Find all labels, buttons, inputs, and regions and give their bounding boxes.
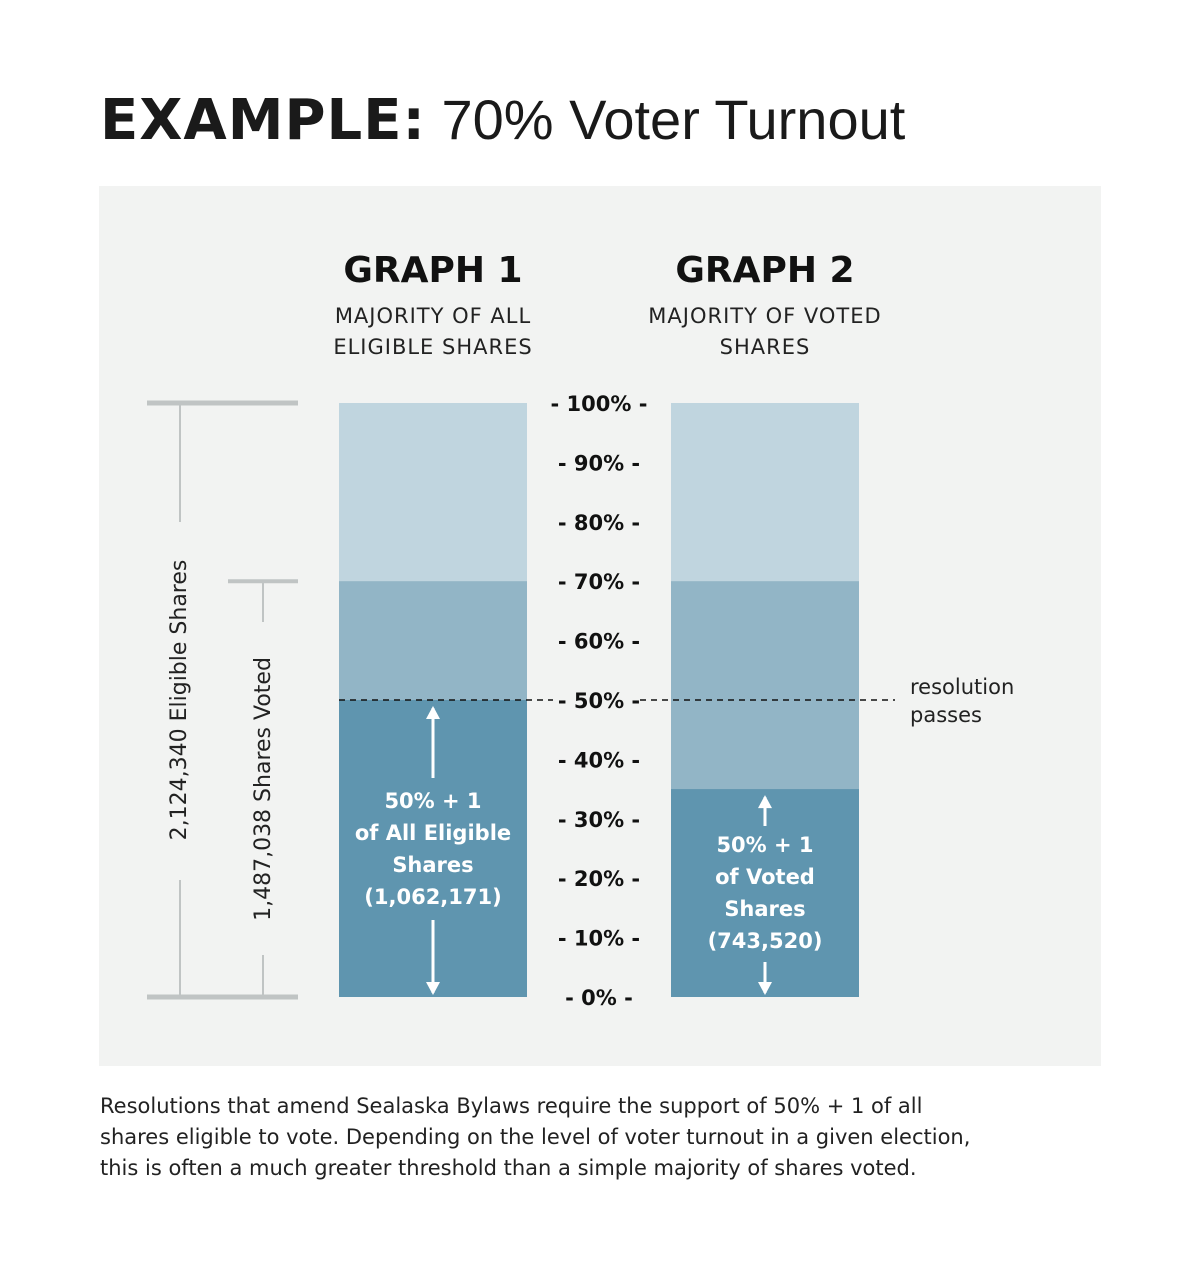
reference-line-label-2: passes: [910, 703, 982, 727]
y-axis-ticks: [551, 392, 648, 1010]
tick-label-30: - 30% -: [557, 807, 641, 832]
graph-2-label-line-1: 50% + 1: [716, 833, 814, 857]
bracket-voted-label: 1,487,038 Shares Voted: [251, 657, 276, 921]
tick-label-60: - 60% -: [557, 629, 641, 654]
graph-2-title: GRAPH 2: [675, 250, 855, 291]
tick-label-40: - 40% -: [557, 748, 641, 773]
graph-1-subtitle-line-2: ELIGIBLE SHARES: [333, 335, 533, 359]
graph-2-label-line-3: Shares: [724, 897, 806, 921]
tick-label-90: - 90% -: [557, 451, 641, 476]
tick-label-20: - 20% -: [557, 867, 641, 892]
graph-1-title: GRAPH 1: [343, 250, 523, 291]
title-light: 70% Voter Turnout: [441, 88, 906, 151]
graph-1-label-line-2: of All Eligible: [354, 821, 512, 845]
graph-1-label-line-4: (1,062,171): [364, 885, 502, 909]
caption: [100, 1091, 1100, 1184]
graph-2-label-line-2: of Voted: [715, 865, 815, 889]
graph-1-subtitle-line-1: MAJORITY OF ALL: [334, 304, 532, 328]
graph-2-label-line-4: (743,520): [707, 929, 823, 953]
graph-2-subtitle-line-2: SHARES: [719, 335, 811, 359]
graph-2-subtitle-line-1: MAJORITY OF VOTED: [648, 304, 882, 328]
reference-line-label-1: resolution: [910, 675, 1015, 699]
tick-label-0: - 0% -: [565, 986, 633, 1010]
tick-label-80: - 80% -: [557, 510, 641, 535]
title-bold: EXAMPLE:: [100, 88, 426, 153]
graph-1-label-line-3: Shares: [392, 853, 474, 877]
graph-1-label-line-1: 50% + 1: [384, 789, 482, 813]
caption-line-1: Resolutions that amend Sealaska Bylaws require the support of 50% + 1 of all: [100, 1094, 923, 1118]
tick-label-70: - 70% -: [557, 570, 641, 595]
bracket-eligible-label: 2,124,340 Eligible Shares: [167, 559, 192, 841]
tick-label-100: - 100% -: [550, 392, 648, 416]
tick-label-10: - 10% -: [557, 926, 641, 951]
caption-line-2: shares eligible to vote. Depending on the level of voter turnout in a given election,: [100, 1125, 971, 1149]
caption-line-3: this is often a much greater threshold than a simple majority of shares voted.: [100, 1156, 917, 1180]
tick-label-50: - 50% -: [557, 689, 641, 713]
